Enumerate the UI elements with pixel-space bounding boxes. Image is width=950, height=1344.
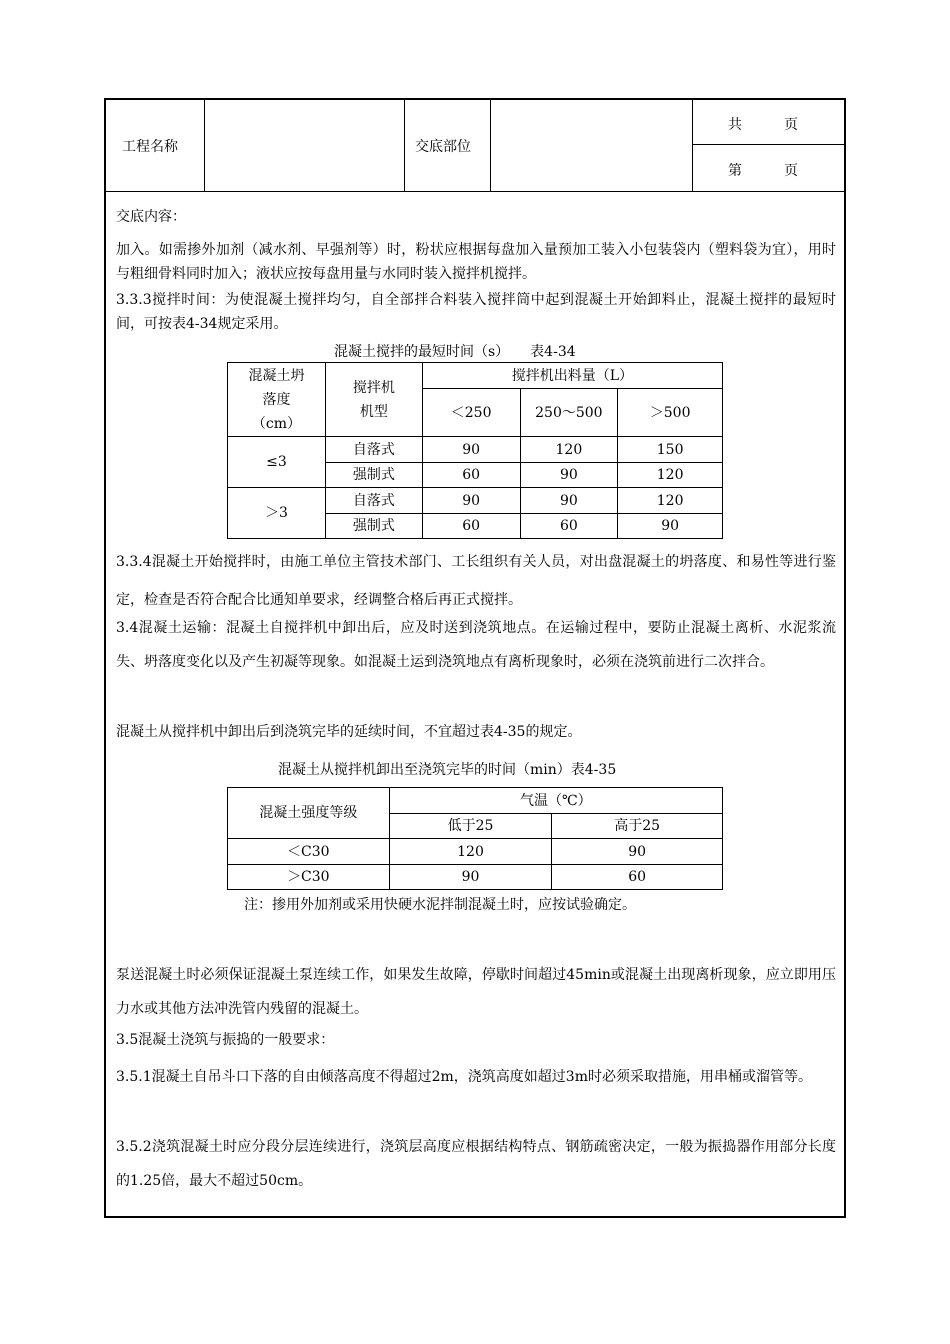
header-output: 搅拌机出料量（L） (422, 363, 722, 389)
paragraph-free-fall: 3.5.1混凝土自吊斗口下落的自由倾落高度不得超过2m，浇筑高度如超过3m时必须采取措施，用串桶或溜管等。 (116, 1069, 812, 1085)
value-cell: 90 (552, 839, 723, 865)
header-divider (692, 144, 846, 145)
paragraph-inspection: 3.3.4混凝土开始搅拌时，由施工单位主管技术部门、工长组织有关人员，对出盘混凝土的坍落度、和易性等进行鉴定，检查是否符合配合比通知单要求，经调整合格后再正式搅拌。 (116, 554, 836, 608)
grade-cell: ＜C30 (228, 839, 390, 865)
value-cell: 90 (520, 463, 618, 488)
paragraph-duration: 混凝土从搅拌机中卸出后到浇筑完毕的延续时间，不宜超过表4-35的规定。 (116, 724, 582, 740)
value-cell: 120 (389, 839, 552, 865)
paragraph-mixing-time: 3.3.3搅拌时间：为使混凝土搅拌均匀，自全部拌合料装入搅拌筒中起到混凝土开始卸料止，混凝土搅拌的最短时间，可按表4-34规定采用。 (116, 292, 836, 332)
header-grade: 混凝土强度等级 (228, 788, 390, 839)
mixer-type-cell: 强制式 (325, 514, 422, 539)
paragraph-layer-pouring: 3.5.2浇筑混凝土时应分段分层连续进行，浇筑层高度应根据结构特点、钢筋疏密决定，一般为振捣器作用部分长度的1.25倍，最大不超过50cm。 (116, 1139, 836, 1189)
subheader-cell: 250～500 (520, 389, 618, 437)
paragraph-admixture: 加入。如需掺外加剂（减水剂、早强剂等）时，粉状应根据每盘加入量预加工装入小包装袋内（塑料袋为宜），用时与粗细骨料同时加入；液状应按每盘用量与水同时装入搅拌机搅拌。 (116, 242, 836, 282)
slump-cell: ＞3 (228, 488, 326, 539)
content-label: 交底内容： (116, 209, 186, 225)
subheader-cell: ＜250 (422, 389, 520, 437)
value-cell: 90 (618, 514, 723, 539)
header-divider (204, 98, 205, 191)
value-cell: 120 (618, 488, 723, 514)
location-label: 交底部位 (415, 139, 471, 155)
paragraph-pouring-heading: 3.5混凝土浇筑与振捣的一般要求： (116, 1032, 335, 1048)
mixer-type-cell: 自落式 (325, 488, 422, 514)
project-name-label: 工程名称 (122, 139, 178, 155)
total-pages: 共 页 (728, 117, 798, 133)
value-cell: 120 (520, 437, 618, 463)
value-cell: 90 (422, 488, 520, 514)
duration-table (227, 787, 723, 890)
value-cell: 60 (520, 514, 618, 539)
value-cell: 120 (618, 463, 723, 488)
subheader-cell: 低于25 (389, 814, 552, 839)
header-temperature: 气温（℃） (389, 788, 722, 814)
header-bottom-line (104, 191, 846, 192)
value-cell: 90 (520, 488, 618, 514)
value-cell: 90 (389, 865, 552, 890)
header-divider (490, 98, 491, 191)
table2-note: 注：掺用外加剂或采用快硬水泥拌制混凝土时，应按试验确定。 (244, 897, 636, 913)
paragraph-transport: 3.4混凝土运输：混凝土自搅拌机中卸出后，应及时送到浇筑地点。在运输过程中，要防止混凝土离析、水泥浆流失、坍落度变化以及产生初凝等现象。如混凝土运到浇筑地点有离析现象时，必须在浇筑前进行二次拌合。 (116, 620, 836, 670)
subheader-cell: ＞500 (618, 389, 723, 437)
page-number: 第 页 (728, 163, 798, 179)
mixing-time-table (227, 362, 723, 539)
value-cell: 60 (552, 865, 723, 890)
table2-caption: 混凝土从搅拌机卸出至浇筑完毕的时间（min）表4-35 (278, 762, 617, 778)
table1-caption: 混凝土搅拌的最短时间（s） 表4-34 (334, 344, 576, 360)
slump-cell: ≤3 (228, 437, 326, 488)
value-cell: 90 (422, 437, 520, 463)
value-cell: 150 (618, 437, 723, 463)
mixer-type-cell: 自落式 (325, 437, 422, 463)
header-divider (404, 98, 405, 191)
value-cell: 60 (422, 463, 520, 488)
header-mixer-type: 搅拌机机型 (325, 363, 422, 437)
subheader-cell: 高于25 (552, 814, 723, 839)
header-slump: 混凝土坍落度（cm） (228, 363, 326, 437)
paragraph-pumping: 泵送混凝土时必须保证混凝土泵连续工作，如果发生故障，停歇时间超过45min或混凝土出现离析现象，应立即用压力水或其他方法冲洗管内残留的混凝土。 (116, 967, 836, 1017)
value-cell: 60 (422, 514, 520, 539)
grade-cell: ＞C30 (228, 865, 390, 890)
mixer-type-cell: 强制式 (325, 463, 422, 488)
